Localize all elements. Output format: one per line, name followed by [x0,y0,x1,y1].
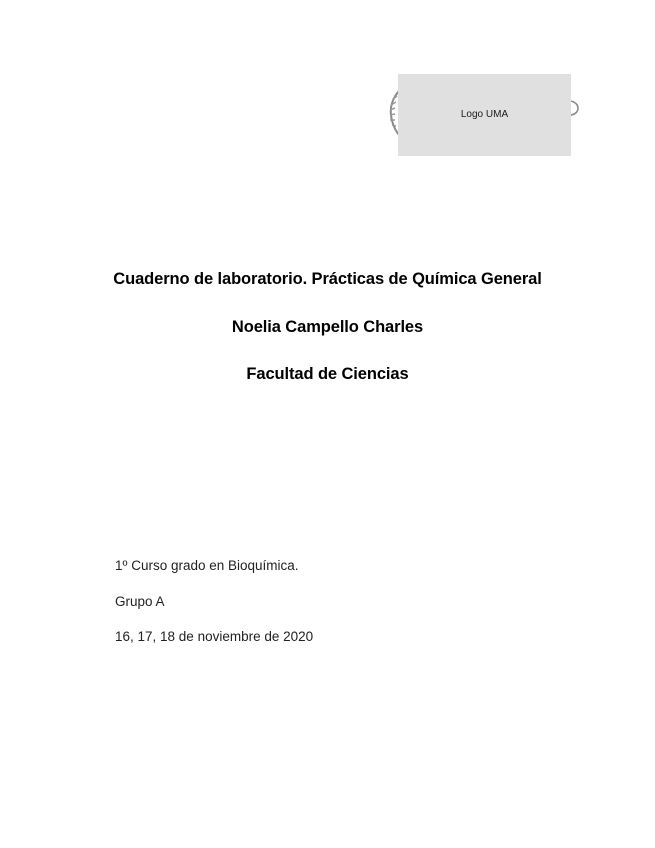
course-info: 1º Curso grado en Bioquímica. [115,558,299,573]
logo-area [386,74,582,158]
author-name: Noelia Campello Charles [231,318,424,336]
dates-info: 16, 17, 18 de noviembre de 2020 [115,629,314,644]
document-title: Cuaderno de laboratorio. Prácticas de Química General [113,270,542,288]
logo-placeholder-label: Logo UMA [460,108,509,120]
logo-placeholder [398,74,571,156]
faculty-name: Facultad de Ciencias [246,365,409,383]
group-info: Grupo A [115,594,165,609]
